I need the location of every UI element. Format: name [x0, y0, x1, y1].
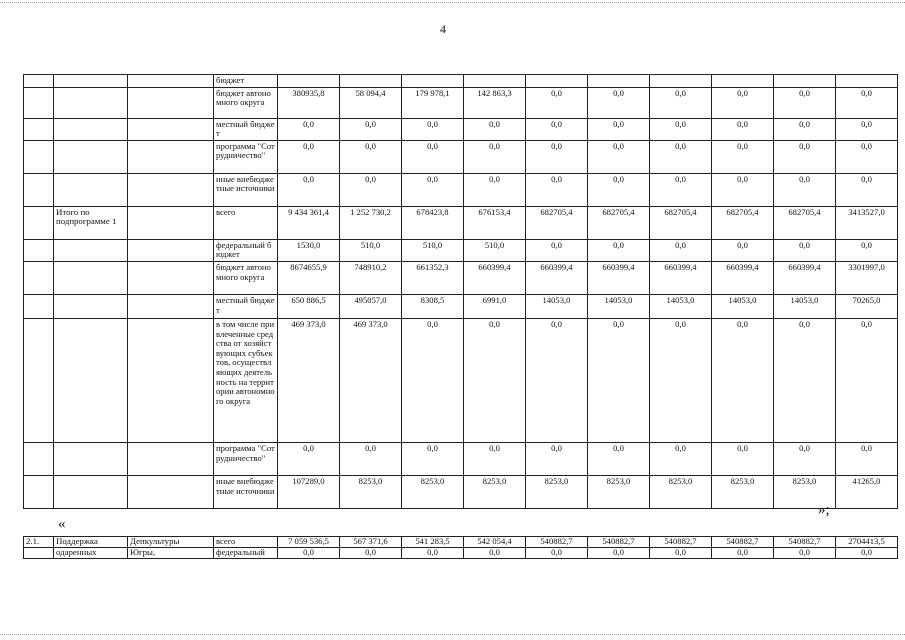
- value-cell: 0,0: [774, 239, 836, 261]
- value-cell: 0,0: [588, 239, 650, 261]
- budget-table-body: [24, 75, 898, 509]
- value-cell: 542 054,4: [464, 537, 526, 548]
- executor-cell: [128, 475, 214, 508]
- value-cell: 678423,8: [402, 206, 464, 239]
- row-number-cell: [24, 118, 54, 140]
- value-cell: 0,0: [712, 173, 774, 206]
- executor-cell: [128, 442, 214, 475]
- value-cell: 0,0: [402, 118, 464, 140]
- value-cell: 0,0: [650, 87, 712, 118]
- value-cell: 682705,4: [588, 206, 650, 239]
- value-cell: 682705,4: [526, 206, 588, 239]
- value-cell: 682705,4: [650, 206, 712, 239]
- value-cell: 0,0: [340, 173, 402, 206]
- value-cell: 748910,2: [340, 261, 402, 294]
- executor-cell: [128, 318, 214, 442]
- measure-name-cell: одаренных: [54, 548, 128, 559]
- value-cell: 540882,7: [650, 537, 712, 548]
- value-cell: 661352,3: [402, 261, 464, 294]
- value-cell: 58 094,4: [340, 87, 402, 118]
- executor-cell: [128, 173, 214, 206]
- funding-source-cell: всего: [214, 537, 278, 548]
- funding-source-cell: бюджет автономного округа: [214, 87, 278, 118]
- value-cell: 0,0: [464, 173, 526, 206]
- value-cell: 0,0: [712, 118, 774, 140]
- value-cell: 8253,0: [340, 475, 402, 508]
- value-cell: 14053,0: [588, 294, 650, 318]
- value-cell: 660399,4: [774, 261, 836, 294]
- value-cell: [340, 75, 402, 88]
- value-cell: 0,0: [588, 442, 650, 475]
- table-row: [24, 261, 898, 294]
- value-cell: [712, 75, 774, 88]
- table-row: [24, 318, 898, 442]
- value-cell: 0,0: [278, 442, 340, 475]
- value-cell: 0,0: [774, 442, 836, 475]
- value-cell: 70265,0: [836, 294, 898, 318]
- value-cell: 8253,0: [464, 475, 526, 508]
- value-cell: 0,0: [650, 239, 712, 261]
- table-row: [24, 173, 898, 206]
- value-cell: 8253,0: [526, 475, 588, 508]
- row-number-cell: [24, 239, 54, 261]
- value-cell: 0,0: [464, 318, 526, 442]
- value-cell: 660399,4: [464, 261, 526, 294]
- measure-name-cell: [54, 75, 128, 88]
- row-number-cell: [24, 87, 54, 118]
- top-edge-line: [0, 2, 905, 3]
- value-cell: 8253,0: [650, 475, 712, 508]
- executor-cell: [128, 118, 214, 140]
- value-cell: 0,0: [526, 548, 588, 559]
- funding-source-cell: программа "Сотрудничество": [214, 442, 278, 475]
- value-cell: 0,0: [650, 442, 712, 475]
- table-row: [24, 75, 898, 88]
- value-cell: 541 283,5: [402, 537, 464, 548]
- funding-source-cell: федеральный бюджет: [214, 239, 278, 261]
- value-cell: [402, 75, 464, 88]
- value-cell: 0,0: [774, 548, 836, 559]
- measure-name-cell: [54, 118, 128, 140]
- value-cell: 0,0: [526, 173, 588, 206]
- value-cell: 3301997,0: [836, 261, 898, 294]
- value-cell: 0,0: [836, 442, 898, 475]
- measure-name-cell: [54, 318, 128, 442]
- value-cell: 0,0: [526, 87, 588, 118]
- funding-source-cell: иные внебюджетные источники: [214, 475, 278, 508]
- table-row: [24, 118, 898, 140]
- value-cell: 510,0: [340, 239, 402, 261]
- value-cell: 0,0: [588, 118, 650, 140]
- value-cell: 0,0: [340, 140, 402, 173]
- funding-source-cell: в том числе привлеченные средства от хозяйствующих субъектов, осуществляющих деятельность на территории автономного округа: [214, 318, 278, 442]
- table-row: [24, 442, 898, 475]
- value-cell: 0,0: [402, 140, 464, 173]
- value-cell: 14053,0: [526, 294, 588, 318]
- value-cell: [650, 75, 712, 88]
- funding-source-cell: местный бюджет: [214, 294, 278, 318]
- value-cell: 0,0: [278, 548, 340, 559]
- table-row: [24, 239, 898, 261]
- value-cell: 0,0: [836, 318, 898, 442]
- value-cell: 41265,0: [836, 475, 898, 508]
- row-number-cell: [24, 75, 54, 88]
- value-cell: [464, 75, 526, 88]
- value-cell: 0,0: [340, 118, 402, 140]
- value-cell: 469 373,0: [340, 318, 402, 442]
- value-cell: 8674655,9: [278, 261, 340, 294]
- value-cell: 0,0: [836, 87, 898, 118]
- value-cell: 510,0: [402, 239, 464, 261]
- funding-source-cell: бюджет: [214, 75, 278, 88]
- funding-source-cell: всего: [214, 206, 278, 239]
- value-cell: 0,0: [402, 442, 464, 475]
- value-cell: 0,0: [712, 239, 774, 261]
- value-cell: 510,0: [464, 239, 526, 261]
- value-cell: 0,0: [774, 318, 836, 442]
- value-cell: 6991,0: [464, 294, 526, 318]
- executor-cell: [128, 140, 214, 173]
- value-cell: 0,0: [712, 87, 774, 118]
- row-number-cell: [24, 173, 54, 206]
- value-cell: 3413527,0: [836, 206, 898, 239]
- value-cell: 8253,0: [402, 475, 464, 508]
- row-number-cell: [24, 548, 54, 559]
- value-cell: [836, 75, 898, 88]
- program-table-body: [24, 537, 898, 559]
- closing-quote: »;: [818, 502, 830, 518]
- value-cell: 0,0: [278, 173, 340, 206]
- value-cell: 682705,4: [774, 206, 836, 239]
- value-cell: 0,0: [588, 87, 650, 118]
- table-row: [24, 475, 898, 508]
- measure-name-cell: [54, 239, 128, 261]
- value-cell: 0,0: [836, 118, 898, 140]
- value-cell: 0,0: [774, 173, 836, 206]
- measure-name-cell: Поддержка: [54, 537, 128, 548]
- value-cell: 0,0: [650, 548, 712, 559]
- value-cell: 14053,0: [712, 294, 774, 318]
- value-cell: 540882,7: [774, 537, 836, 548]
- value-cell: 0,0: [464, 118, 526, 140]
- executor-cell: [128, 261, 214, 294]
- value-cell: 0,0: [650, 140, 712, 173]
- executor-cell: [128, 87, 214, 118]
- value-cell: 0,0: [464, 442, 526, 475]
- row-number-cell: [24, 475, 54, 508]
- row-number-cell: [24, 318, 54, 442]
- value-cell: 0,0: [774, 118, 836, 140]
- value-cell: 540882,7: [588, 537, 650, 548]
- value-cell: 0,0: [774, 140, 836, 173]
- table-row: [24, 537, 898, 548]
- funding-source-cell: федеральный: [214, 548, 278, 559]
- value-cell: 2704413,5: [836, 537, 898, 548]
- row-number-cell: [24, 261, 54, 294]
- funding-source-cell: местный бюджет: [214, 118, 278, 140]
- table-row: [24, 140, 898, 173]
- value-cell: [588, 75, 650, 88]
- value-cell: 0,0: [588, 140, 650, 173]
- value-cell: 0,0: [650, 318, 712, 442]
- measure-name-cell: [54, 173, 128, 206]
- row-number-cell: [24, 140, 54, 173]
- value-cell: 469 373,0: [278, 318, 340, 442]
- value-cell: 0,0: [588, 548, 650, 559]
- value-cell: 0,0: [774, 87, 836, 118]
- value-cell: 0,0: [340, 442, 402, 475]
- measure-name-cell: [54, 140, 128, 173]
- funding-source-cell: программа "Сотрудничество": [214, 140, 278, 173]
- value-cell: 8253,0: [588, 475, 650, 508]
- table-row: [24, 206, 898, 239]
- measure-name-cell: Итого по подпрограмме 1: [54, 206, 128, 239]
- measure-name-cell: [54, 442, 128, 475]
- executor-cell: Депкультуры: [128, 537, 214, 548]
- row-number-cell: [24, 442, 54, 475]
- value-cell: 8253,0: [712, 475, 774, 508]
- value-cell: 0,0: [278, 140, 340, 173]
- value-cell: 0,0: [402, 548, 464, 559]
- value-cell: 0,0: [836, 140, 898, 173]
- value-cell: 8308,5: [402, 294, 464, 318]
- value-cell: 0,0: [650, 173, 712, 206]
- value-cell: 0,0: [526, 442, 588, 475]
- value-cell: 660399,4: [526, 261, 588, 294]
- value-cell: 107289,0: [278, 475, 340, 508]
- table-row: [24, 548, 898, 559]
- value-cell: 676153,4: [464, 206, 526, 239]
- value-cell: [278, 75, 340, 88]
- table-row: [24, 294, 898, 318]
- value-cell: 650 886,5: [278, 294, 340, 318]
- measure-name-cell: [54, 475, 128, 508]
- executor-cell: [128, 206, 214, 239]
- value-cell: [526, 75, 588, 88]
- value-cell: 0,0: [340, 548, 402, 559]
- value-cell: 660399,4: [650, 261, 712, 294]
- funding-source-cell: бюджет автономного округа: [214, 261, 278, 294]
- value-cell: 179 978,1: [402, 87, 464, 118]
- value-cell: 9 434 361,4: [278, 206, 340, 239]
- measure-name-cell: [54, 87, 128, 118]
- bottom-edge-line: [0, 634, 905, 635]
- value-cell: 0,0: [526, 318, 588, 442]
- row-number-cell: [24, 294, 54, 318]
- executor-cell: Югры,: [128, 548, 214, 559]
- page-number: 4: [440, 22, 446, 36]
- value-cell: 0,0: [712, 442, 774, 475]
- value-cell: 660399,4: [588, 261, 650, 294]
- executor-cell: [128, 75, 214, 88]
- value-cell: 0,0: [464, 548, 526, 559]
- value-cell: 567 371,6: [340, 537, 402, 548]
- value-cell: 0,0: [712, 140, 774, 173]
- value-cell: 7 059 536,5: [278, 537, 340, 548]
- value-cell: 0,0: [526, 140, 588, 173]
- value-cell: 0,0: [402, 318, 464, 442]
- value-cell: 0,0: [836, 239, 898, 261]
- executor-cell: [128, 239, 214, 261]
- value-cell: 380935,8: [278, 87, 340, 118]
- value-cell: 1530,0: [278, 239, 340, 261]
- value-cell: 0,0: [836, 548, 898, 559]
- value-cell: 0,0: [278, 118, 340, 140]
- executor-cell: [128, 294, 214, 318]
- measure-name-cell: [54, 261, 128, 294]
- measure-name-cell: [54, 294, 128, 318]
- budget-table: [23, 74, 898, 509]
- value-cell: 660399,4: [712, 261, 774, 294]
- value-cell: 0,0: [836, 173, 898, 206]
- value-cell: 495057,0: [340, 294, 402, 318]
- value-cell: 0,0: [712, 548, 774, 559]
- value-cell: 682705,4: [712, 206, 774, 239]
- value-cell: 0,0: [526, 239, 588, 261]
- value-cell: 0,0: [588, 318, 650, 442]
- value-cell: 540882,7: [712, 537, 774, 548]
- value-cell: 0,0: [588, 173, 650, 206]
- opening-quote: «: [58, 516, 66, 532]
- value-cell: 540882,7: [526, 537, 588, 548]
- funding-source-cell: иные внебюджетные источники: [214, 173, 278, 206]
- row-number-cell: [24, 206, 54, 239]
- value-cell: 8253,0: [774, 475, 836, 508]
- table-row: [24, 87, 898, 118]
- value-cell: 14053,0: [650, 294, 712, 318]
- value-cell: 0,0: [526, 118, 588, 140]
- value-cell: 0,0: [402, 173, 464, 206]
- program-table: [23, 536, 898, 559]
- value-cell: 14053,0: [774, 294, 836, 318]
- value-cell: 142 863,3: [464, 87, 526, 118]
- value-cell: 0,0: [712, 318, 774, 442]
- row-number-cell: 2.1.: [24, 537, 54, 548]
- value-cell: [774, 75, 836, 88]
- value-cell: 0,0: [650, 118, 712, 140]
- value-cell: 1 252 730,2: [340, 206, 402, 239]
- value-cell: 0,0: [464, 140, 526, 173]
